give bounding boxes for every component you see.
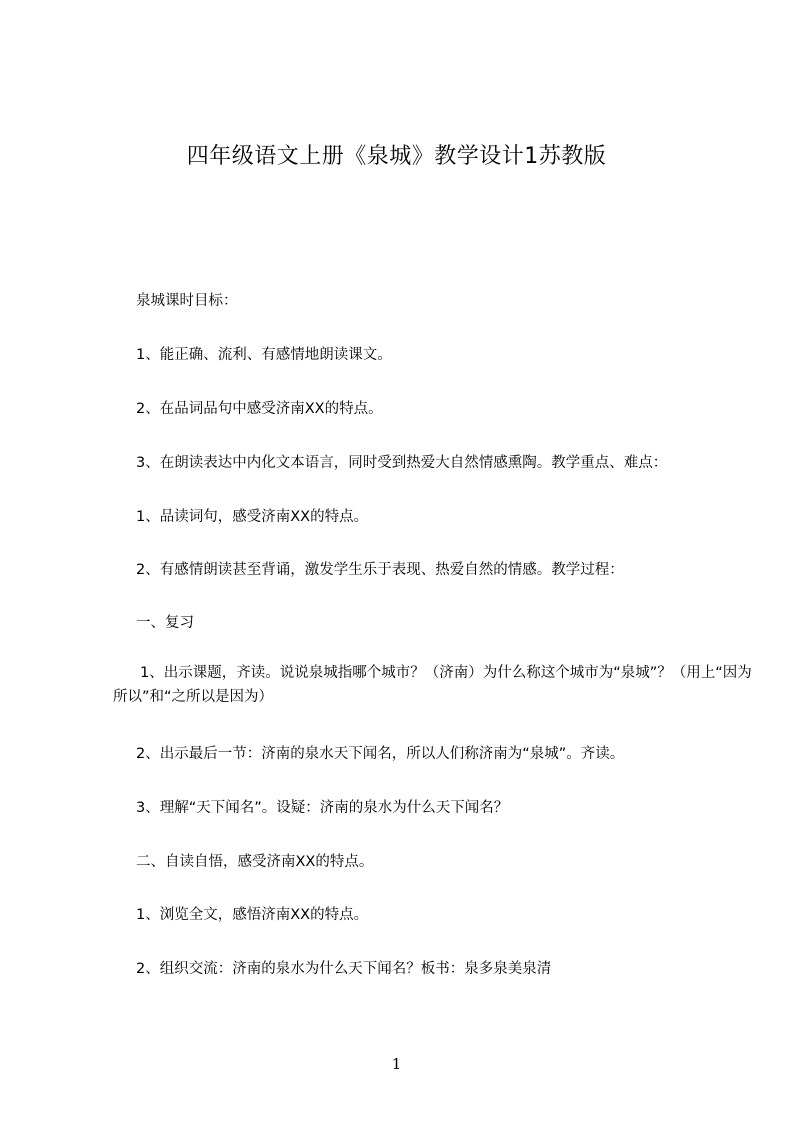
paragraph-focus-2: 2、有感情朗读甚至背诵，激发学生乐于表现、热爱自然的情感。教学过程： (136, 562, 624, 578)
section-heading-self-reading: 二、自读自悟，感受济南XX的特点。 (136, 854, 374, 870)
paragraph-goal-2: 2、在品词品句中感受济南XX的特点。 (136, 401, 383, 417)
paragraph-review-3: 3、理解“天下闻名”。设疑：济南的泉水为什么天下闻名？ (136, 800, 509, 816)
paragraph-review-1: 1、出示课题，齐读。说说泉城指哪个城市？（济南）为什么称这个城市为“泉城”？（用上“因为所以”和“之所以是因为） (113, 665, 752, 705)
paragraph-focus-1: 1、品读词句，感受济南XX的特点。 (136, 509, 369, 525)
paragraph-goal-1: 1、能正确、流利、有感情地朗读课文。 (136, 347, 392, 363)
paragraph-review-2: 2、出示最后一节：济南的泉水天下闻名，所以人们称济南为“泉城”。齐读。 (136, 746, 625, 762)
section-heading-review: 一、复习 (136, 615, 194, 631)
paragraph-self-reading-1: 1、浏览全文，感悟济南XX的特点。 (136, 907, 369, 923)
paragraph-goal-3: 3、在朗读表达中内化文本语言，同时受到热爱大自然情感熏陶。教学重点、难点： (136, 455, 668, 471)
page-number: 1 (391, 1055, 402, 1073)
paragraph-self-reading-2: 2、组织交流：济南的泉水为什么天下闻名？板书：泉多泉美泉清 (136, 961, 552, 977)
paragraph-lesson-goals-heading: 泉城课时目标： (136, 293, 238, 309)
document-title: 四年级语文上册《泉城》教学设计1苏教版 (186, 144, 607, 169)
